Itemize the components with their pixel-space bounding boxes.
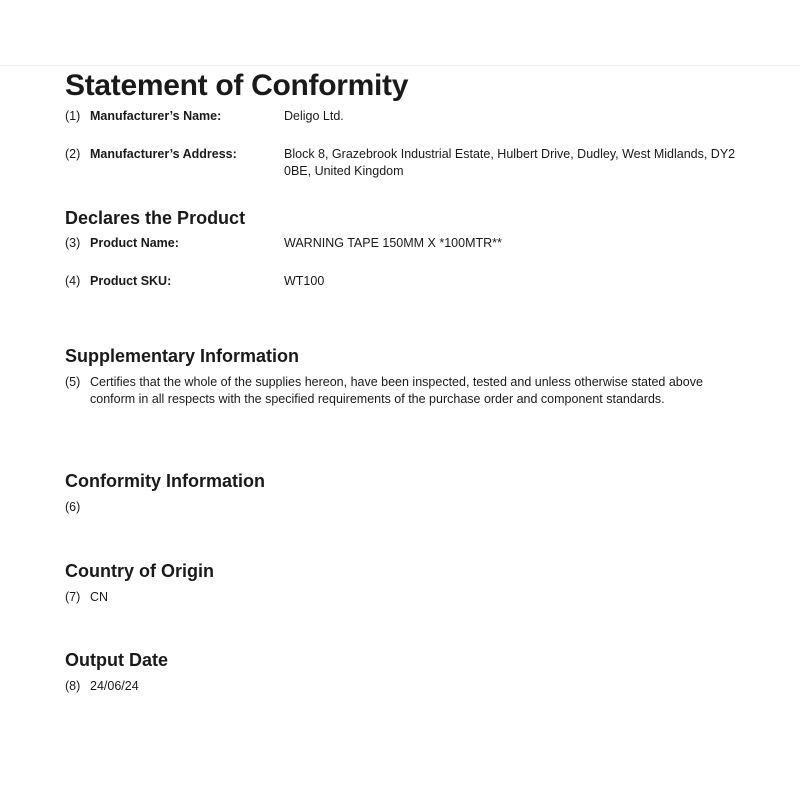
product-sku-label: Product SKU: [90, 274, 172, 288]
manufacturer-address-value: Block 8, Grazebrook Industrial Estate, Hulbert Drive, Dudley, West Midlands, DY2 0BE, United Kingdom [284, 147, 736, 178]
country-origin-value: CN [90, 590, 109, 604]
product-sku-value: WT100 [284, 274, 325, 288]
item-number: (6) [65, 500, 81, 514]
supplementary-heading: Supplementary Information [65, 346, 300, 366]
manufacturer-address-label: Manufacturer’s Address: [90, 147, 237, 161]
output-date-value: 24/06/24 [90, 679, 139, 693]
product-name-value: WARNING TAPE 150MM X *100MTR** [284, 236, 502, 250]
item-number: (8) [65, 679, 81, 693]
manufacturer-name-label: Manufacturer’s Name: [90, 109, 222, 123]
output-date-heading: Output Date [65, 650, 168, 670]
declares-product-heading: Declares the Product [65, 208, 246, 228]
item-number: (1) [65, 109, 81, 123]
item-number: (3) [65, 236, 81, 250]
item-number: (2) [65, 147, 81, 161]
document-title: Statement of Conformity [65, 69, 409, 102]
item-number: (4) [65, 274, 81, 288]
item-number: (5) [65, 375, 81, 389]
supplementary-text: Certifies that the whole of the supplies hereon, have been inspected, tested and unless otherwise stated above conform in all respects with the specified requirements of the purchase order and component standards. [90, 375, 703, 406]
item-number: (7) [65, 590, 81, 604]
conformity-heading: Conformity Information [65, 471, 265, 491]
country-origin-heading: Country of Origin [65, 561, 214, 581]
manufacturer-name-value: Deligo Ltd. [284, 109, 344, 123]
product-name-label: Product Name: [90, 236, 179, 250]
